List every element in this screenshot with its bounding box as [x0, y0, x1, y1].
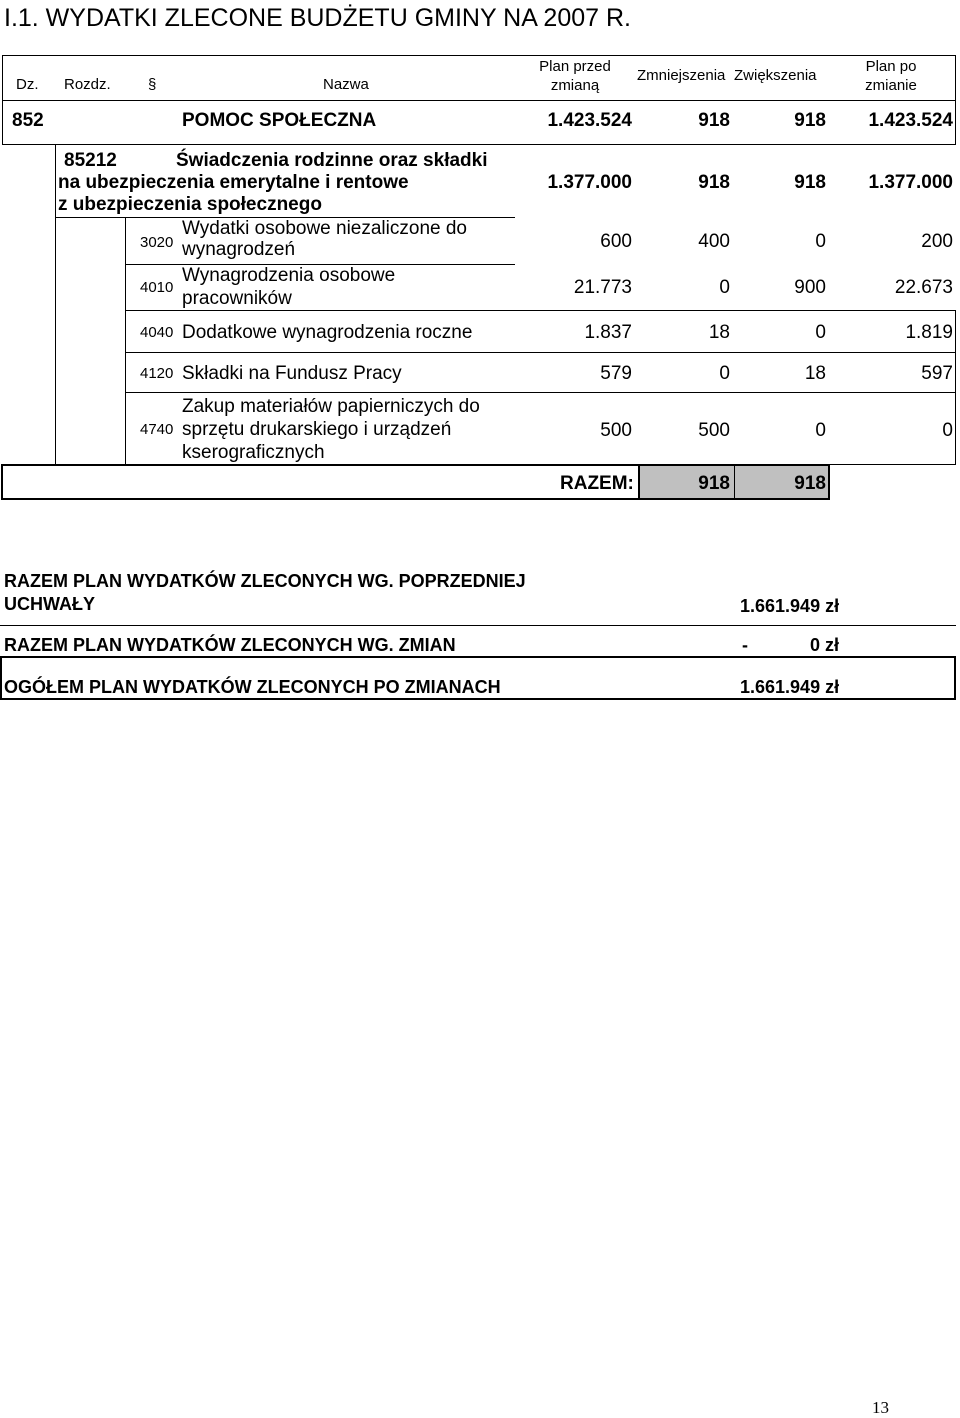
- paragraph-name-line1: Zakup materiałów papierniczych do: [182, 396, 480, 417]
- paragraph-left-border: [125, 217, 126, 464]
- paragraph-zmniejszenia: 18: [708, 322, 730, 343]
- paragraph-zwiekszenia: 900: [794, 277, 826, 298]
- summary-divider-2: [0, 656, 956, 658]
- summary-poprzedniej-line1: RAZEM PLAN WYDATKÓW ZLECONYCH WG. POPRZEDNIEJ: [4, 571, 526, 591]
- dzial-zwiekszenia: 918: [794, 110, 826, 131]
- paragraph-plan-po: 200: [921, 231, 953, 252]
- dzial-plan-po: 1.423.524: [868, 110, 953, 131]
- paragraph-row-divider-3: [125, 352, 956, 353]
- rozdzial-zmniejszenia: 918: [698, 172, 730, 193]
- razem-label: RAZEM:: [560, 473, 634, 494]
- paragraph-name-line1: Składki na Fundusz Pracy: [182, 363, 402, 384]
- paragraph-name-line2: sprzętu drukarskiego i urządzeń: [182, 419, 452, 440]
- paragraph-row-divider-2: [125, 310, 956, 311]
- razem-zmniejszenia: 918: [698, 473, 730, 494]
- paragraph-row-divider-4: [125, 392, 956, 393]
- rozdzial-name-line1: Świadczenia rodzinne oraz składki: [176, 150, 488, 171]
- paragraph-zmniejszenia: 400: [698, 231, 730, 252]
- paragraph-zwiekszenia: 0: [815, 231, 826, 252]
- paragraph-plan-po: 1.819: [905, 322, 953, 343]
- rozdzial-name-line2: na ubezpieczenia emerytalne i rentowe: [58, 172, 409, 193]
- summary-zmian-dash: -: [742, 635, 748, 655]
- page-title: I.1. WYDATKI ZLECONE BUDŻETU GMINY NA 2007 R.: [4, 4, 631, 32]
- paragraph-plan-przed: 600: [600, 231, 632, 252]
- header-zwiekszenia: Zwiększenia: [734, 67, 817, 84]
- paragraph-code: 3020: [140, 234, 174, 251]
- summary-zmian-label: RAZEM PLAN WYDATKÓW ZLECONYCH WG. ZMIAN: [4, 635, 456, 655]
- paragraph-plan-przed: 21.773: [573, 277, 632, 298]
- header-paragraph-sign: §: [148, 76, 157, 93]
- paragraph-name-line3: kserograficznych: [182, 442, 325, 463]
- rozdzial-name-line3: z ubezpieczenia społecznego: [58, 194, 322, 215]
- header-left-border: [2, 55, 3, 101]
- paragraph-code: 4040: [140, 324, 174, 341]
- summary-divider-1: [0, 625, 956, 626]
- summary-ogolem-value: 1.661.949 zł: [740, 677, 840, 697]
- header-top-border: [2, 55, 956, 56]
- header-zmniejszenia: Zmniejszenia: [637, 67, 726, 84]
- rozdzial-code: 85212: [64, 150, 117, 171]
- paragraph-plan-po: 597: [921, 363, 953, 384]
- header-plan-po: Plan po zmianie: [865, 58, 917, 94]
- razem-cell-divider: [734, 464, 735, 500]
- razem-zwiekszenia: 918: [794, 473, 826, 494]
- paragraph-plan-po: 0: [942, 420, 953, 441]
- paragraph-name-line2: wynagrodzeń: [182, 239, 296, 260]
- paragraph-plan-po: 22.673: [894, 277, 953, 298]
- paragraph-code: 4120: [140, 365, 174, 382]
- dzial-row-bottom-border: [2, 144, 956, 145]
- page-number: 13: [872, 1398, 889, 1417]
- summary-poprzedniej-value: 1.661.949 zł: [740, 596, 840, 616]
- header-rozdz: Rozdz.: [64, 76, 111, 93]
- rozdzial-plan-przed: 1.377.000: [547, 172, 632, 193]
- dzial-zmniejszenia: 918: [698, 110, 730, 131]
- paragraph-zwiekszenia: 18: [804, 363, 826, 384]
- summary-left-border: [0, 656, 2, 700]
- paragraph-zwiekszenia: 0: [815, 322, 826, 343]
- header-dz: Dz.: [16, 76, 39, 93]
- paragraph-zmniejszenia: 0: [719, 277, 730, 298]
- summary-ogolem-label: OGÓŁEM PLAN WYDATKÓW ZLECONYCH PO ZMIANACH: [4, 677, 501, 697]
- rozdzial-plan-po: 1.377.000: [868, 172, 953, 193]
- header-nazwa: Nazwa: [323, 76, 369, 93]
- paragraph-right-border: [955, 310, 956, 465]
- dzial-code: 852: [12, 110, 44, 131]
- paragraph-plan-przed: 500: [600, 420, 632, 441]
- paragraph-name-line2: pracowników: [182, 288, 292, 309]
- header-bottom-border: [2, 100, 956, 101]
- rozdzial-left-border: [55, 144, 56, 464]
- dzial-name: POMOC SPOŁECZNA: [182, 110, 377, 131]
- summary-bottom-border: [0, 698, 956, 700]
- dzial-plan-przed: 1.423.524: [547, 110, 632, 131]
- paragraph-name-line1: Wydatki osobowe niezaliczone do: [182, 218, 467, 239]
- paragraph-plan-przed: 579: [600, 363, 632, 384]
- paragraph-zmniejszenia: 500: [698, 420, 730, 441]
- summary-poprzedniej-line2: UCHWAŁY: [4, 594, 95, 614]
- rozdzial-zwiekszenia: 918: [794, 172, 826, 193]
- paragraph-name-line1: Dodatkowe wynagrodzenia roczne: [182, 322, 473, 343]
- header-plan-przed: Plan przed zmianą: [539, 58, 611, 94]
- paragraph-name-line1: Wynagrodzenia osobowe: [182, 265, 396, 286]
- paragraph-code: 4740: [140, 421, 174, 438]
- summary-right-border: [954, 656, 956, 700]
- paragraph-code: 4010: [140, 279, 174, 296]
- summary-zmian-value: 0 zł: [810, 635, 840, 655]
- dzial-row-left-border: [2, 100, 3, 145]
- paragraph-zwiekszenia: 0: [815, 420, 826, 441]
- paragraph-plan-przed: 1.837: [584, 322, 632, 343]
- paragraph-zmniejszenia: 0: [719, 363, 730, 384]
- header-right-border: [955, 55, 956, 145]
